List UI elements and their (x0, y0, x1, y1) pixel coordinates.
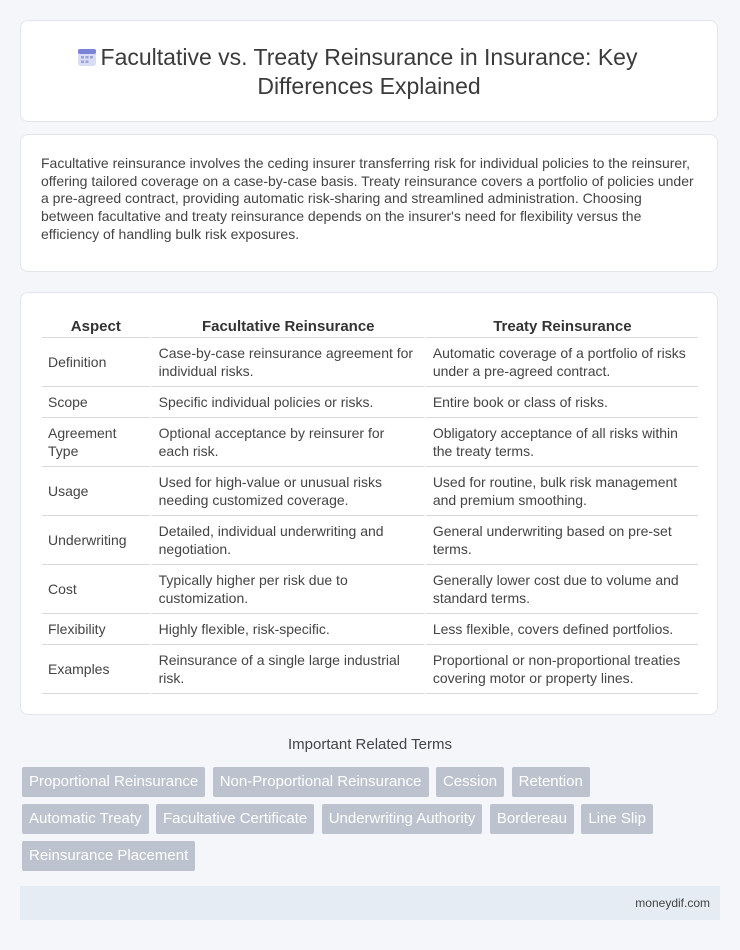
column-header-aspect: Aspect (42, 315, 150, 338)
table-cell: Detailed, individual underwriting and negotiation. (150, 516, 424, 565)
column-header-treaty: Treaty Reinsurance (424, 315, 698, 338)
table-cell: Reinsurance of a single large industrial risk. (150, 645, 424, 694)
table-row (42, 516, 698, 565)
table-cell: Optional acceptance by reinsurer for each risk. (150, 418, 424, 467)
table-cell: Definition (42, 338, 150, 387)
table-header-row (42, 315, 698, 338)
table-cell: Used for routine, bulk risk management and premium smoothing. (424, 467, 698, 516)
table-row (42, 565, 698, 614)
intro-paragraph: Facultative reinsurance involves the ceding insurer transferring risk for individual policies to the reinsurer, offering tailored coverage on a case-by-case basis. Treaty reinsurance covers a portfolio of policies under a pre-agreed contract, providing automatic risk-sharing and streamlined administration. Choosing between facultative and treaty reinsurance depends on the insurer's need for flexibility versus the efficiency of handling bulk risk exposures. (41, 155, 694, 242)
term-tag[interactable]: Underwriting Authority (322, 804, 483, 834)
table-cell: Proportional or non-proportional treaties covering motor or property lines. (424, 645, 698, 694)
table-row (42, 387, 698, 418)
table-cell: Automatic coverage of a portfolio of risks under a pre-agreed contract. (424, 338, 698, 387)
table-cell: Obligatory acceptance of all risks within the treaty terms. (424, 418, 698, 467)
table-cell: Examples (42, 645, 150, 694)
footer (20, 886, 720, 920)
table-cell: Highly flexible, risk-specific. (150, 614, 424, 645)
related-terms-heading: Important Related Terms (288, 736, 452, 753)
term-tag[interactable]: Non-Proportional Reinsurance (213, 767, 429, 797)
table-cell: Agreement Type (42, 418, 150, 467)
table-cell: Specific individual policies or risks. (150, 387, 424, 418)
term-tag[interactable]: Automatic Treaty (22, 804, 149, 834)
footer-site-link[interactable]: moneydif.com (635, 896, 710, 910)
term-tag[interactable]: Retention (512, 767, 590, 797)
page-title: Facultative vs. Treaty Reinsurance in Insurance: Key Differences Explained (100, 44, 638, 99)
table-cell: General underwriting based on pre-set terms. (424, 516, 698, 565)
table-row (42, 614, 698, 645)
comparison-card (20, 292, 718, 715)
table-row (42, 645, 698, 694)
intro-card (20, 134, 718, 272)
term-tag[interactable]: Proportional Reinsurance (22, 767, 205, 797)
table-cell: Underwriting (42, 516, 150, 565)
table-cell: Flexibility (42, 614, 150, 645)
table-cell: Usage (42, 467, 150, 516)
title-card (20, 20, 718, 122)
column-header-facultative: Facultative Reinsurance (150, 315, 424, 338)
table-cell: Case-by-case reinsurance agreement for individual risks. (150, 338, 424, 387)
term-tag[interactable]: Facultative Certificate (156, 804, 314, 834)
related-terms-list (22, 767, 722, 878)
term-tag[interactable]: Cession (436, 767, 504, 797)
table-row (42, 338, 698, 387)
table-cell: Typically higher per risk due to customization. (150, 565, 424, 614)
table-row (42, 418, 698, 467)
table-cell: Entire book or class of risks. (424, 387, 698, 418)
term-tag[interactable]: Bordereau (490, 804, 574, 834)
table-cell: Cost (42, 565, 150, 614)
table-row (42, 467, 698, 516)
table-cell: Used for high-value or unusual risks needing customized coverage. (150, 467, 424, 516)
table-cell: Less flexible, covers defined portfolios. (424, 614, 698, 645)
comparison-table (42, 315, 698, 694)
term-tag[interactable]: Line Slip (581, 804, 653, 834)
table-cell: Generally lower cost due to volume and standard terms. (424, 565, 698, 614)
term-tag[interactable]: Reinsurance Placement (22, 841, 195, 871)
table-cell: Scope (42, 387, 150, 418)
